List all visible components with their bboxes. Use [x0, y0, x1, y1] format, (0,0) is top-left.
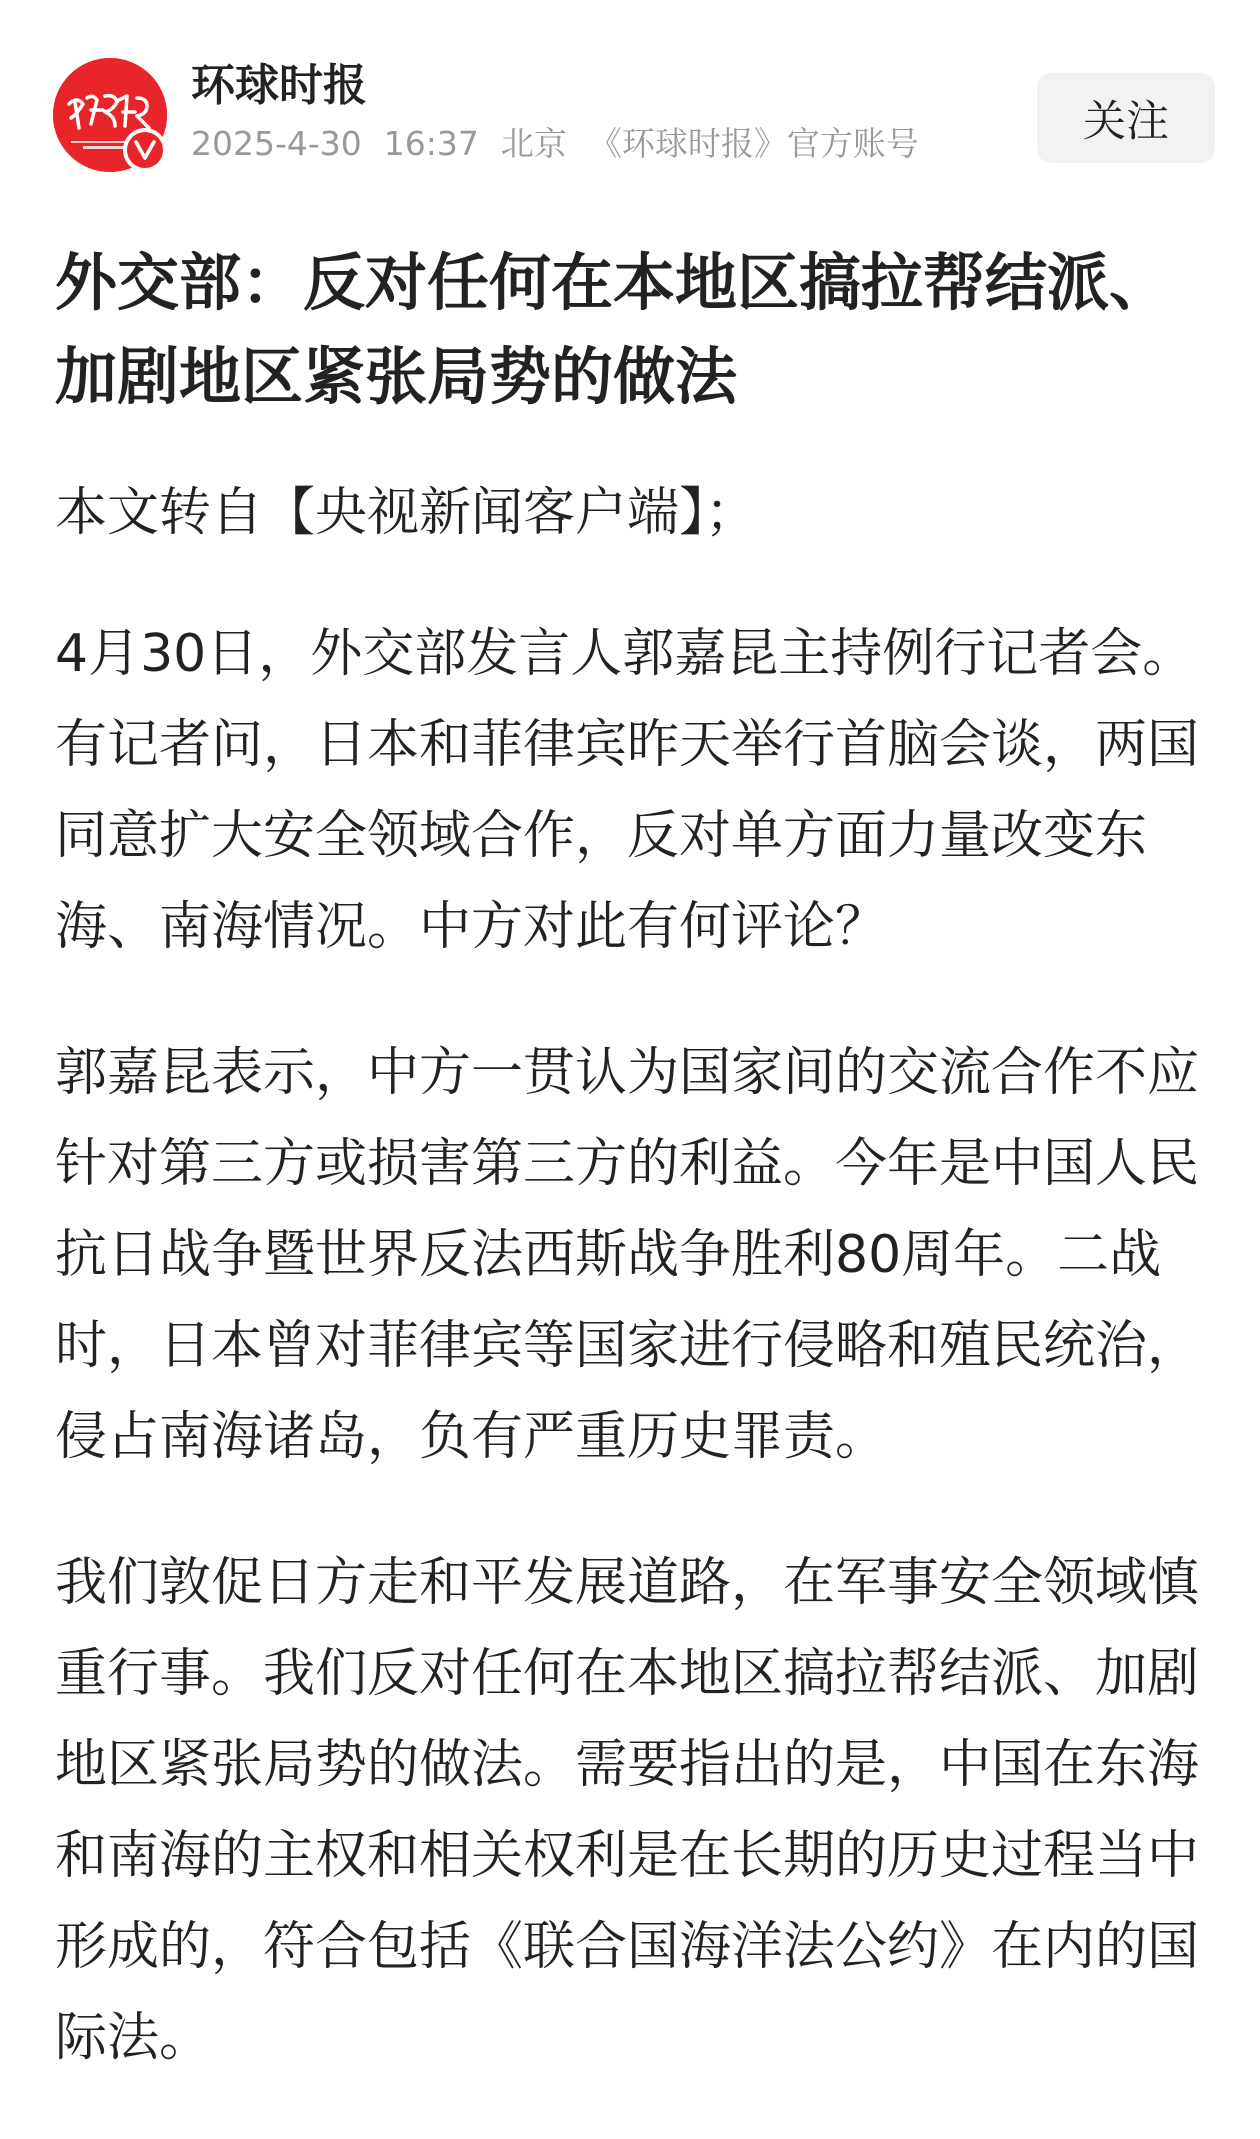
article-title: 外交部：反对任何在本地区搞拉帮结派、加剧地区紧张局势的做法	[55, 246, 1172, 413]
article-paragraph: 4月30日，外交部发言人郭嘉昆主持例行记者会。有记者问，日本和菲律宾昨天举行首脑会谈，两国同意扩大安全领域合作，反对单方面力量改变东海、南海情况。中方对此有何评论？	[55, 624, 1200, 957]
post-date: 2025-4-30	[191, 124, 362, 163]
article-paragraph: 郭嘉昆表示，中方一贯认为国家间的交流合作不应针对第三方或损害第三方的利益。今年是中国人民抗日战争暨世界反法西斯战争胜利80周年。二战时，日本曾对菲律宾等国家进行侵略和殖民统治，侵占南海诸岛，负有严重历史罪责。	[55, 1043, 1200, 1467]
article-header	[0, 0, 1260, 190]
post-time: 16:37	[383, 124, 479, 163]
account-avatar[interactable]	[53, 58, 167, 172]
article-paragraph: 我们敦促日方走和平发展道路，在军事安全领域慎重行事。我们反对任何在本地区搞拉帮结派、加剧地区紧张局势的做法。需要指出的是，中国在东海和南海的主权和相关权利是在长期的历史过程当中形成的，符合包括《联合国海洋法公约》在内的国际法。	[55, 1553, 1200, 2068]
verified-badge-icon	[123, 128, 167, 172]
post-meta	[191, 122, 919, 166]
account-description: 《环球时报》官方账号	[588, 124, 919, 163]
account-name[interactable]: 环球时报	[191, 60, 367, 111]
article-body	[55, 468, 1215, 2139]
follow-button[interactable]: 关注	[1037, 73, 1215, 163]
post-location: 北京	[500, 124, 567, 163]
source-note: 本文转自【央视新闻客户端】；	[55, 483, 758, 543]
